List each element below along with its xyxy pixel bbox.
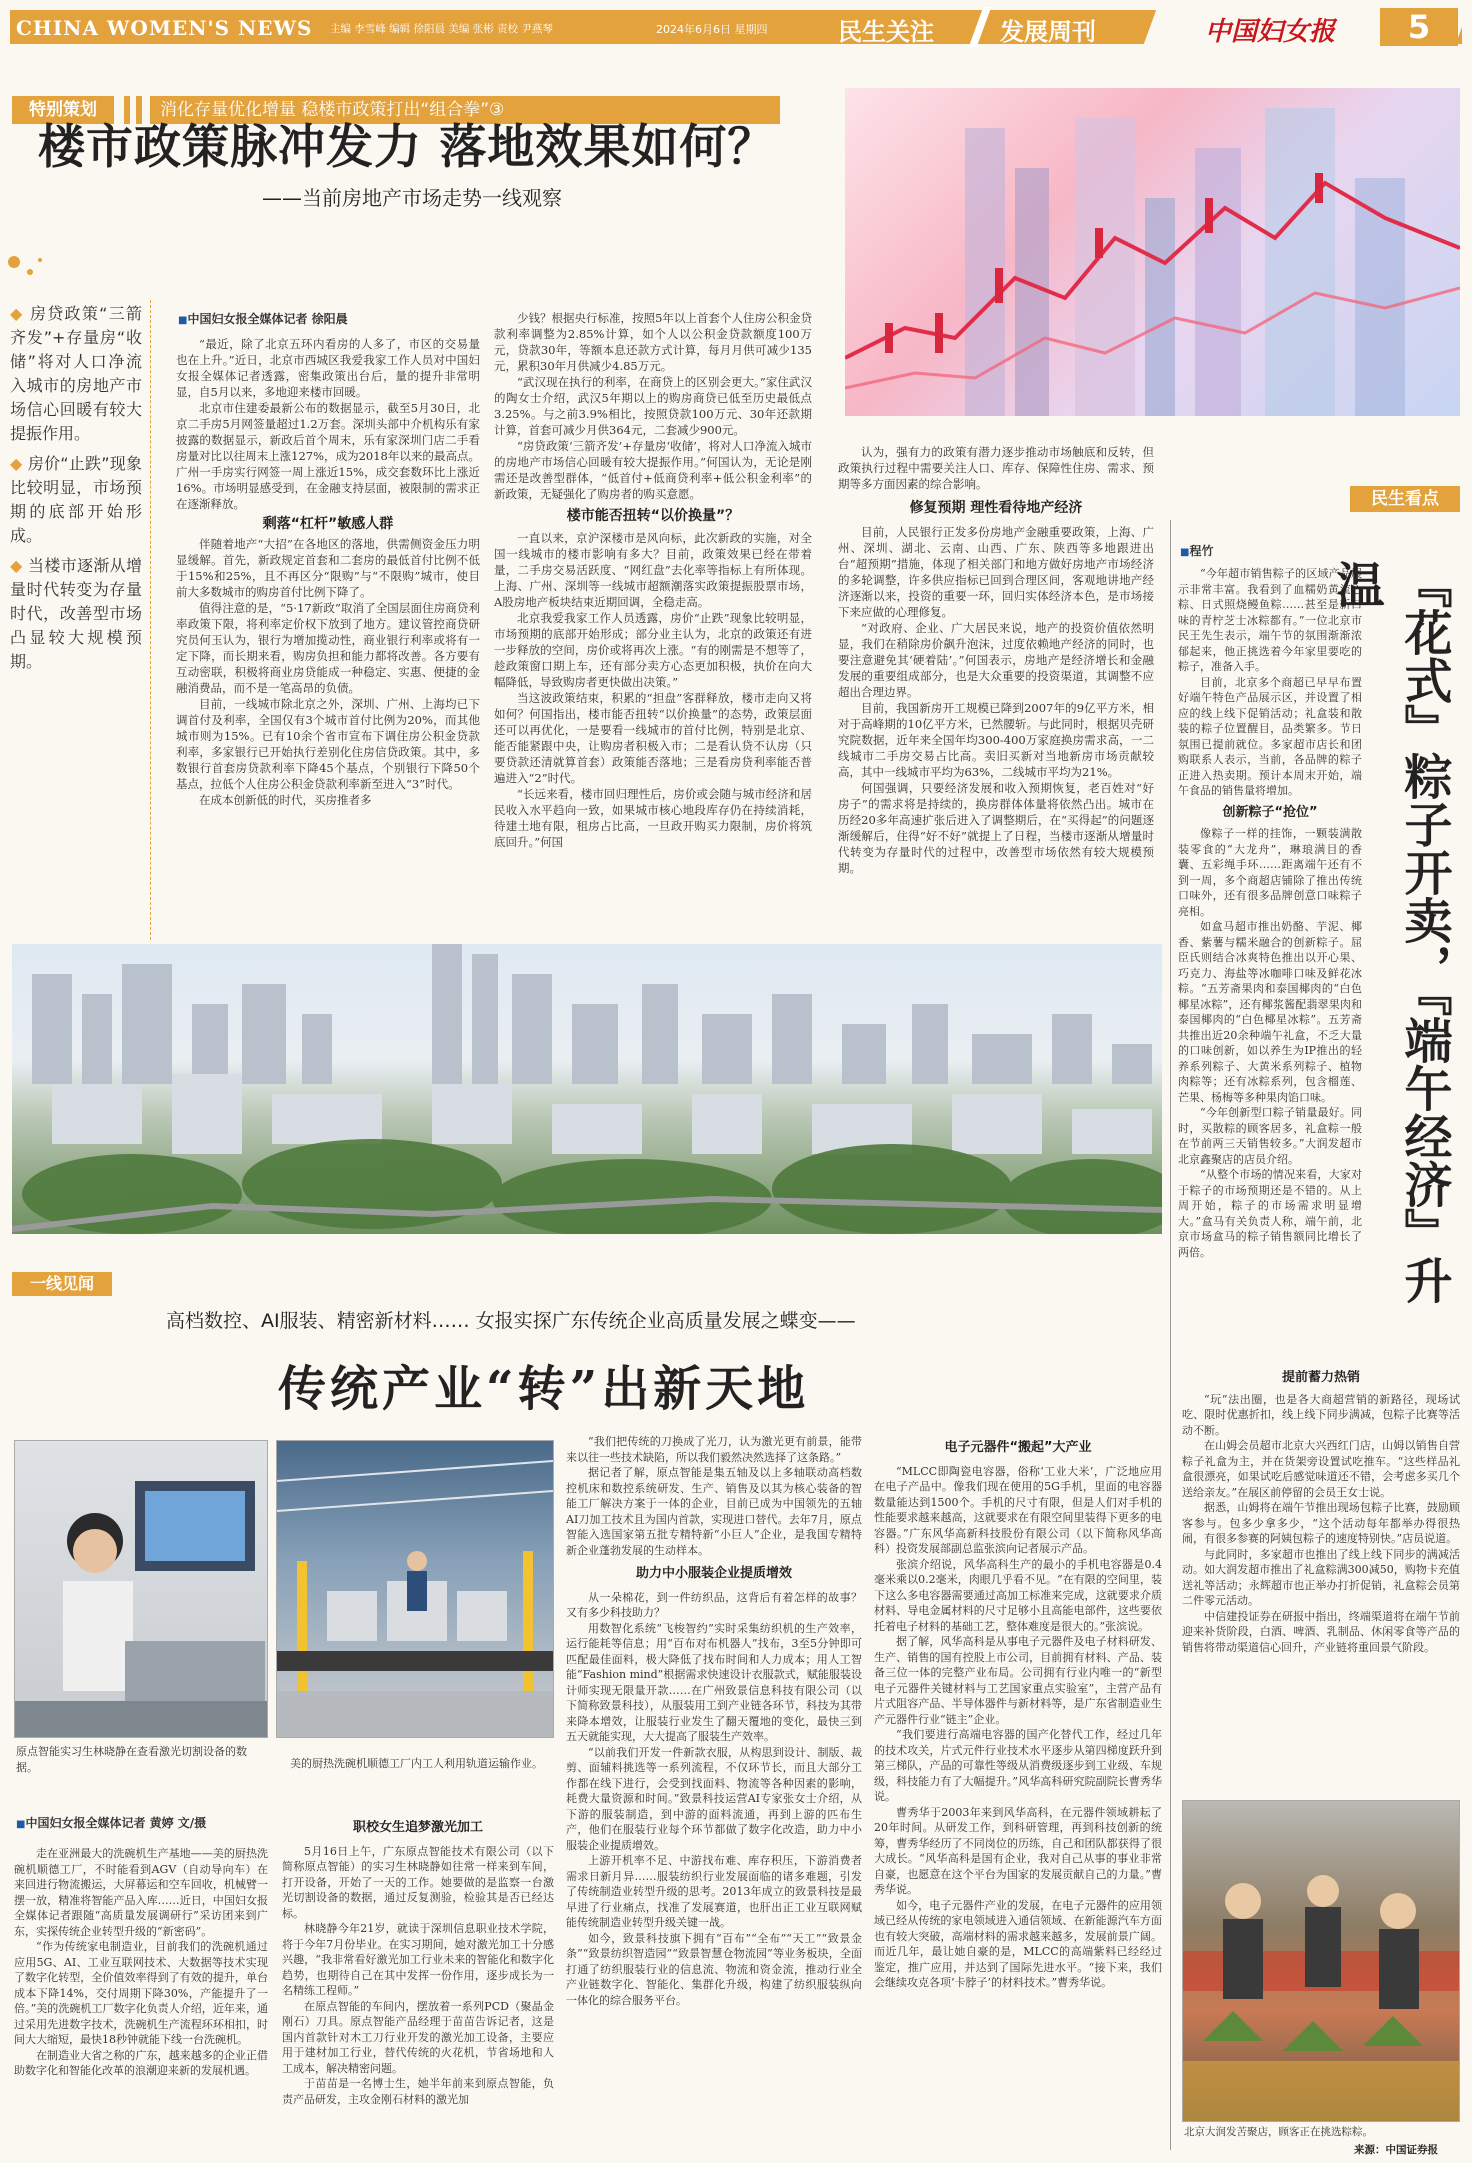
story2-subhead-a: 职校女生追梦激光加工 — [352, 1820, 483, 1835]
side-source: 来源：中国证券报 — [1354, 2144, 1438, 2156]
caption-laser-intern: 原点智能实习生林晓静在查看激光切割设备的数据。 — [16, 1745, 247, 1774]
masthead-bar — [10, 8, 1462, 47]
summary-point: ◆ 当楼市逐渐从增量时代转变为存量时代，改善型市场凸显较大规模预期。 — [10, 556, 142, 671]
story1-byline: ■ 中国妇女报全媒体记者 徐阳晨 — [178, 310, 348, 327]
story2-column-3: “我们把传统的刀换成了光刀，认为激光更有前景，能带来以往一些技术缺陷，所以我们毅然决然选择了这条路。” 据记者了解，原点智能是集五轴及以上多轴联动高档数控机床和数控系统研发、生产、销售及以其为核心装备的智能工厂解决方案于一体的企业，目前已成为中国领先的五轴AI刀加工技术且为国内首款，实现进口替代。去年7月，原点智能入选国家第五批专精特新“小巨人”企业，是我国专精特新企业蓬勃发展的生动样本。 助力中小服装企业提质增效 从一朵棉花，到一件纺织品，这背后有着怎样的故事？又有多少科技助力？ 用数智化系统“飞梭智约”实时采集纺织机的生产效率，运行能耗等信息；用“百布对布机器人”找布，3至5分钟即可匹配最佳面料，极大降低了找布时间和人力成本；用人工智能“Fashion mind”根据需求快速设计衣服款式，赋能服装设计师实现无限量开款……在广州致景信息科技有限公司（以下简称致景科技），从服装用工到产业链各环节，科技为其带来降本增效，让服装行业发生了翻天覆地的变化，最快三到五天就能实现，大大提高了服装生产效率。 “以前我们开发一件新款衣服，从构思到设计、制版、裁剪、面辅料挑选等一系列流程，不仅环节长，而且大部分工作都在线下进行，会受到找面料、物流等各种因素的影响，耗费大量资源和时间。”致景科技运营AI专家张女士介绍，从下游的服装制造，到中游的面料流通，再到上游的匹布生产，他们在服装行业每个环节都做了数字化改造，助力中小服装企业提质增效。 上游开机率不足、中游找布难、库存积压，下游消费者需求日新月异……服装纺织行业发展面临的诸多难题，引发了传统制造业转型升级的思考。2013年成立的致景科技是最早进了行业痛点，找准了发展赛道，也肝出正工业互联网赋能传统制造业转型升级关键一战。 如今，致景科技旗下拥有“百布”“全布”“天工”“致景金条”“致景纺织智造园”“致景智慧仓物流园”等业务板块，全面打通了纺织服装行业的信息流、物流和资金流，推动行业全产业链数字化、智能化、集群化升级，构建了纺织服装纵向一体化的综合服务平台。 — [566, 1435, 862, 2007]
story2-kicker: 高档数控、AI服装、精密新材料…… 女报实探广东传统企业高质量发展之蝶变—— — [166, 1310, 856, 1332]
diamond-bullet-icon: ◆ — [10, 304, 30, 323]
story2-headline: 传统产业“转”出新天地 — [278, 1361, 810, 1417]
side-photo-caption: 北京大润发苦聚店，顾客正在挑选粽粽。 — [1184, 2126, 1373, 2138]
side-byline: ■ 程竹 — [1180, 542, 1213, 559]
zongzi-shopping-photo — [1182, 1800, 1460, 2122]
side-vertical-title: 『花式』粽子开卖，『端午经济』升温 — [1328, 560, 1452, 1304]
story2-subhead-b: 助力中小服装企业提质增效 — [635, 1566, 792, 1581]
special-report-label: 特别策划 — [29, 100, 97, 120]
side-column: “今年超市销售粽子的区域产品展示非常丰富。我看到了血糯奶黄流心粽、日式照烧鳗鱼粽……甚至是新口味的青柠芝士冰粽都有。”一位北京市民王先生表示，端午节的氛围渐渐浓郁起来，他正挑选着今年家里要吃的粽子，准备入手。 目前，北京多个商超已早早布置好端午特色产品展示区，并设置了相应的线上线下促销活动；礼盒装和散装的粽子位置醒目，品类繁多。节日氛围已提前就位。多家超市店长和团购联系人表示，当前，各品牌的粽子正进入热卖期。预计本周末开始，端午食品的销售量将增加。 创新粽子“抢位” 像粽子一样的挂饰，一颗装满散装零食的“大龙舟”，琳琅满目的香囊、五彩绳手环……距离端午还有不到一周，多个商超店铺除了推出传统口味外，还有很多品牌创意口味粽子亮相。 如盒马超市推出奶酪、芋泥、椰香、紫薯与糯米融合的创新粽子。屈臣氏则结合冰爽特色推出以开心果、巧克力、海盐等冰咖啡口味及鲜花冰粽。“五芳斋果肉和泰国椰肉的“白色椰星冰粽”，还有椰浆酱配翡翠果肉和泰国椰肉的“白色椰星冰粽”。五芳斋共推出近20余种端午礼盒，不乏大量的口味创新，如以养生为IP推出的轻养系列粽子、大黄米系列粽子、植物肉粽等；还有冰粽系列，包含榴莲、芒果、杨梅等多种果肉馅口味。 “今年创新型口粽子销量最好。同时，买散粽的顾客居多，礼盒粽一般在节前两三天销售较多。”大润发超市北京鑫聚店的店员介绍。 “从整个市场的情况来看，大家对于粽子的市场预期还是不错的。从上周开始，粽子的市场需求明显增大。”盒马有关负责人称，端午前，北京市场盒马的粽子销售额同比增长了两倍。 — [1178, 567, 1362, 1259]
section-label: 民生关注 — [838, 18, 934, 46]
side-tag — [1350, 486, 1460, 512]
story1-subhead-1: 剩落“杠杆”敏感人群 — [262, 516, 394, 532]
diamond-bullet-icon: ◆ — [10, 556, 29, 575]
story1-subhead-2: 楼市能否扭转“以价换量”？ — [566, 508, 740, 524]
story1-column-2: 少钱？根据央行标准，按照5年以上首套个人住房公积金贷款利率调整为2.85%计算，如个人以公积金贷款额度100万元，贷款30年，等额本息还款方式计算，每月月供可减少135元，累积30年月供减少4.85万元。 “武汉现在执行的利率，在商贷上的区别会更大。”家住武汉的陶女士介绍，武汉5年期以上的购房商贷已低至历史最低点3.25%。与之前3.9%相比，按照贷款100万元、30年还款期计算，首套可减少月供364元，二套减少900元。 “房贷政策‘三箭齐发’+存量房‘收储’，将对人口净流入城市的房地产市场信心回暖有较大提振作用。”何国认为，无论是刚需还是改善型群体，“低首付+低商贷利率+低公积金利率”的新政策，无疑强化了购房者的购买意愿。 楼市能否扭转“以价换量”？ 一直以来，京沪深楼市是风向标，此次新政的实施，对全国一线城市的楼市影响有多大？目前，政策效果已经在带着量，二手房交易活跃度、“网红盘”去化率等指标上有所体现。上海、广州、深圳等一线城市超额潮落实政策提振股票市场，A股房地产板块结束近期回调，全稳走高。 北京我爱我家工作人员透露，房价“止跌”现象比较明显，市场预期的底部开始形成；部分业主认为，北京的政策还有进一步释放的空间，房价或将再次上涨。“有的刚需是不想等了，趁政策窗口期上车，还有部分卖方心态更加积极，执价在向大幅降低，导致购房者更快做出决策。” 当这波政策结束，积累的“担盘”客群释放，楼市走向又将如何？何国指出，楼市能否扭转“以价换量”的态势，政策层面还可以再优化，一是要看一线城市的首付比例，特别是北京、能否能紧跟中央，让购房者积极入市；二是看认贷不认房（只要贷款还清就算首套）政策能否落地；三是看房贷利率能否普遍进入“2”时代。 “长远来看，楼市回归理性后，房价或会随与城市经济和居民收入水平趋向一致，如果城市核心地段库存仍在持续消耗，待建土地有限，租房占比高，一旦政开购买力限制，房价将筑底回升。”何国 — [494, 311, 812, 849]
side-subhead-1: 创新粽子“抢位” — [1222, 804, 1318, 820]
story2-column-1: 走在亚洲最大的洗碗机生产基地——美的厨热洗碗机顺德工厂，不时能看到AGV（自动导向车）在来回进行物流搬运，大屏幕运和空车回收，机械臂一摆一放，精准将智能产品入库……近日，中国妇女报全媒体记者跟随“高质量发展调研行”采访团来到广东，实探传统企业转型升级的“新密码”。 “作为传统家电制造业，目前我们的洗碗机通过应用5G、AI、工业互联网技术、大数据等技术实现了数字化转型，全价值效率得到了有效的提升，单台成本下降14%，交付周期下降30%，产能提升了一倍。”美的洗碗机工厂数字化负责人介绍，近年来，通过采用先进数字技术，洗碗机生产流程环环相扣，时间大大缩短，最快18秒钟就能下线一台洗碗机。 在制造业大省之称的广东，越来越多的企业正借助数字化和智能化改革的浪潮迎来新的发展机遇。 — [14, 1847, 268, 2077]
story1-subhead-3: 修复预期 理性看待地产经济 — [909, 500, 1083, 516]
masthead-english: CHINA WOMEN'S NEWS — [16, 16, 313, 40]
side-tag-label: 民生看点 — [1371, 489, 1439, 509]
page-number: 5 — [1407, 8, 1431, 46]
topic-text: 消化存量优化增量 稳楼市政策打出“组合拳”③ — [160, 100, 505, 120]
factory-graphic — [277, 1441, 553, 1737]
laser-intern-photo — [14, 1440, 268, 1738]
summary-point: ◆ 房价“止跌”现象比较明显，市场预期的底部开始形成。 — [10, 454, 142, 545]
factory-line-photo — [276, 1440, 554, 1738]
weekly-label: 发展周刊 — [1000, 18, 1096, 46]
summary-points — [10, 302, 142, 674]
hero-photo-cityscape — [845, 88, 1460, 416]
city-aerial-photo — [12, 944, 1162, 1234]
stock-chart-graphic — [845, 88, 1460, 416]
story1-column-3: 认为，强有力的政策有潜力逐步推动市场触底和反转，但政策执行过程中需要关注人口、库存、保障性住房、需求、预期等多方面因素的综合影响。 修复预期 理性看待地产经济 目前，人民银行正发多份房地产金融重要政策，上海、广州、深圳、湖北、云南、山西、广东、陕西等多地跟进出台“超预期”措施，体现了相关部门和地方做好房地产市场经济的多轮调整，许多供应指标已回到合理区间，客观地讲地产经济逐渐以来，投资的重要一环，回归实体经济本色，是市场接下来应做的心理修复。 “对政府、企业、广大居民来说，地产的投资价值依然明显，我们在稍除房价飙升泡沫，过度依赖地产经济的同时，也要注意避免其‘硬着陆’。”何国表示，房地产是经济增长和金融发展的重要组成部分，也是大众重要的投资渠道，其调整不应超出合理边界。 目前，我国新房开工规模已降到2007年的9亿平方米，相对于高峰期的10亿平方米，已然腰斩。与此同时，根据贝壳研究院数据，近年来全国年均300-400万家庭换房需求高，一二线城市二手房交易占比高。卖旧买新对当地新房市场贡献较高，其中一线城市平均为63%，二线城市平均为21%。 何国强调，只要经济发展和收入预期恢复，老百姓对“好房子”的需求将是持续的，换房群体体量将依然凸出。城市在历经20多年高速扩张后进入了调整期后，在“买得起”的问题逐渐缓解后，住得“好不好”就提上了日程，当楼市逐渐从增量时代转变为存量时代的过程中，改善型市场依然有较大规模预期。 — [838, 445, 1154, 875]
page-number-badge — [1380, 8, 1458, 46]
brand-logo: 中国妇女报 — [1205, 17, 1336, 47]
issue-date: 2024年6月6日 星期四 — [656, 23, 768, 36]
story2-subhead-c: 电子元器件“搬起”大产业 — [944, 1440, 1092, 1455]
intern-graphic — [15, 1441, 267, 1737]
summary-point: ◆ 房贷政策“三箭齐发”+存量房“收储”将对人口净流入城市的房地产市场信心回暖有较大提振作用。 — [10, 304, 142, 443]
story2-column-2: 职校女生追梦激光加工 5月16日上午，广东原点智能技术有限公司（以下简称原点智能）的实习生林晓静如往常一样来到车间，打开设备，开始了一天的工作。她要做的是监察一台激光切割设备的数据，通过反复测验，检验其是否已经达标。 林晓静今年21岁，就读于深圳信息职业技术学院，将于今年7月份毕业。在实习期间，她对激光加工十分感兴趣，“我非常看好激光加工行业未来的智能化和数字化趋势，也期待自己在其中发挥一份作用，逐步成长为一名精练工程师。” 在原点智能的车间内，摆放着一系列PCD（聚晶金刚石）刀具。原点智能产品经理于苗苗告诉记者，这是国内首款针对木工刀行业开发的激光加工设备，主要应用于建材加工行业，替代传统的火花机，节省场地和人工成本，解决精密问题。 于苗苗是一名博士生，她半年前来到原点智能，负责产品研发，主攻金刚石材料的激光加 — [282, 1820, 554, 2106]
column-tag — [12, 1272, 112, 1296]
story1-column-1: “最近，除了北京五环内看房的人多了，市区的交易量也在上升。”近日，北京市西城区我爱我家工作人员对中国妇女报全媒体记者透露，密集政策出台后，量的提升非常明显，自5月以来，多地迎来楼市回暖。 北京市住建委最新公布的数据显示，截至5月30日，北京二手房5月网签量超过1.2万套。深圳头部中介机构乐有家披露的数据显示，新政后首个周末，乐有家深圳门店二手看房量对比以往周末上涨127%，成为2018年以来的最高点。广州一手房实行网签一周上涨近15%，成交套数环比上涨近16%。市场明显感受到，在金融支持层面，被限制的需求正在逐渐释放。 剩落“杠杆”敏感人群 伴随着地产“大招”在各地区的落地，供需侧资金压力明显缓解。首先，新政规定首套和二套房的最低首付比例不低于15%和25%，且不再区分“限购”与“不限购”城市，使目前大多数城市的购房首付比例下降了。 值得注意的是，“5·17新政”取消了全国层面住房商贷利率政策下限，将利率定价权下放到了地方。建议管控商贷研究员何玉认为，银行为增加揽动性，商业银行利率或将有一定下降，而长期来看，购房负担和能力都将改善。各方要有互动密联，积极将商业房贷能成一种稳定、实惠、便捷的金融消费品，而不是一笔高昂的负债。 目前，一线城市除北京之外，深圳、广州、上海均已下调首付及利率，全国仅有3个城市首付比例为20%，而其他城市则为15%。已有10余个省市宣布下调住房公积金贷款利率，多家银行已开始执行差别化住房信贷政策。其中，多数银行首套房贷款利率下降45个基点，个别银行下降50个基点，拉低个人住房公积金贷款利率新至进入“3”时代。 在成本创新低的时代，买房推者多 — [176, 337, 480, 807]
masthead-credits: 主编 李雪峰 编辑 徐阳晨 美编 张彬 责校 尹燕琴 — [330, 23, 553, 35]
shoppers-graphic — [1183, 1801, 1459, 2121]
main-subheadline: ——当前房地产市场走势一线观察 — [262, 186, 562, 210]
story2-byline: ■ 中国妇女报全媒体记者 黄婷 文/摄 — [16, 1814, 206, 1831]
decorative-dots — [8, 248, 48, 288]
column-tag-label: 一线见闻 — [29, 1274, 94, 1293]
caption-factory-line: 美的厨热洗碗机顺德工厂内工人利用轨道运输作业。 — [290, 1757, 543, 1770]
story2-column-4: 电子元器件“搬起”大产业 “MLCC即陶瓷电容器，俗称‘工业大米’，广泛地应用在电子产品中。像我们现在使用的5G手机，里面的电容器数量能达到1500个。手机的尺寸有限，但是人们对手机的性能要求越来越高，这就要求在有限空间里装得下更多的电容器。”广东风华高新科技股份有限公司（以下简称风华高科）投资发展部副总监张滨向记者展示产品。 张滨介绍说，风华高科生产的最小的手机电容器是0.4毫米乘以0.2毫米，肉眼几乎看不见。“在有限的空间里，装下这么多电容器需要通过高加工标准来完成，这就要求介质材料、导电金属材料的尺寸足够小且高能电部件，这些要依托着电子材料的基础工艺，整体难度是很大的。”张滨说。 据了解，风华高科是从事电子元器件及电子材料研发、生产、销售的国有控股上市公司，目前拥有材料、产品、装备三位一体的完整产业布局。公司拥有行业内唯一的“新型电子元器件关键材料与工艺国家重点实验室”，主营产品有片式阻容产品、半导体器件与新材料等，是广东省制造业生产元器件行业“链主”企业。 “我们要进行高端电容器的国产化替代工作，经过几年的技术攻关，片式元件行业技术水平逐步从第四梯度跃升到第三梯队，产品的可靠性等级从消费级逐步到工业级、车规级，科技能力有了大幅提升。”风华高科研究院副院长曹秀华说。 曹秀华于2003年来到风华高科，在元器件领域耕耘了20年时间。从研发工作，到科研管理，再到科技创新的统筹，曹秀华经历了不同岗位的历练，自己和团队都获得了很大成长。“风华高科是国有企业，我对自己从事的事业非常自豪，也愿意在这个平台为国家的发展贡献自己的力量。”曹秀华说。 如今，电子元器件产业的发展，在电子元器件的应用领域已经从传统的家电领域进入通信领域、在新能源汽车方面也有较大突破，高端材料的需求越来越多，发展前景广阔。而近几年，最让她自豪的是，MLCC的高端紫料已经经过鉴定，推广应用，并达到了国际先进水平。“接下来，我们会继续攻克各项‘卡脖子’的材料技术。”曹秀华说。 — [874, 1440, 1162, 1989]
weekly-divider — [969, 7, 992, 47]
diamond-bullet-icon: ◆ — [10, 454, 28, 473]
city-skyline-graphic — [12, 944, 1162, 1234]
side-subhead-2: 提前蓄力热销 — [1281, 1370, 1360, 1385]
main-headline: 楼市政策脉冲发力 落地效果如何？ — [38, 120, 776, 175]
side-column-wide: 提前蓄力热销 “玩”法出圈，也是各大商超营销的新路径，现场试吃、限时优惠折扣，线上线下同步满减，包粽子比赛等活动不断。 在山姆会员超市北京大兴西红门店，山姆以销售自营粽子礼盒为主，并在货架旁设置试吃推车。“这些样品礼盒很漂亮，如果试吃后感觉味道还不错，会考虑多买几个送给亲友。”在展区前停留的会员王女士说。 据悉，山姆将在端午节推出现场包粽子比赛，鼓励顾客参与。包多少拿多少，“这个活动每年都举办得很热闹，有很多参赛的阿姨包粽子的速度特别快。”店员说道。 与此同时，多家超市也推出了线上线下同步的满减活动。如大润发超市推出了礼盒粽满300减50，购物卡充值送礼等活动；永辉超市也正举办打折促销，礼盒粽会员第二件零元活动。 中信建投证券在研报中指出，终端渠道将在端午节前迎来补货阶段，白酒、啤酒、乳制品、休闲零食等产品的销售将带动渠道信心回升，产业链将重回景气阶段。 — [1182, 1370, 1460, 1654]
summary-divider — [150, 300, 151, 940]
side-column-divider — [1170, 520, 1171, 2150]
